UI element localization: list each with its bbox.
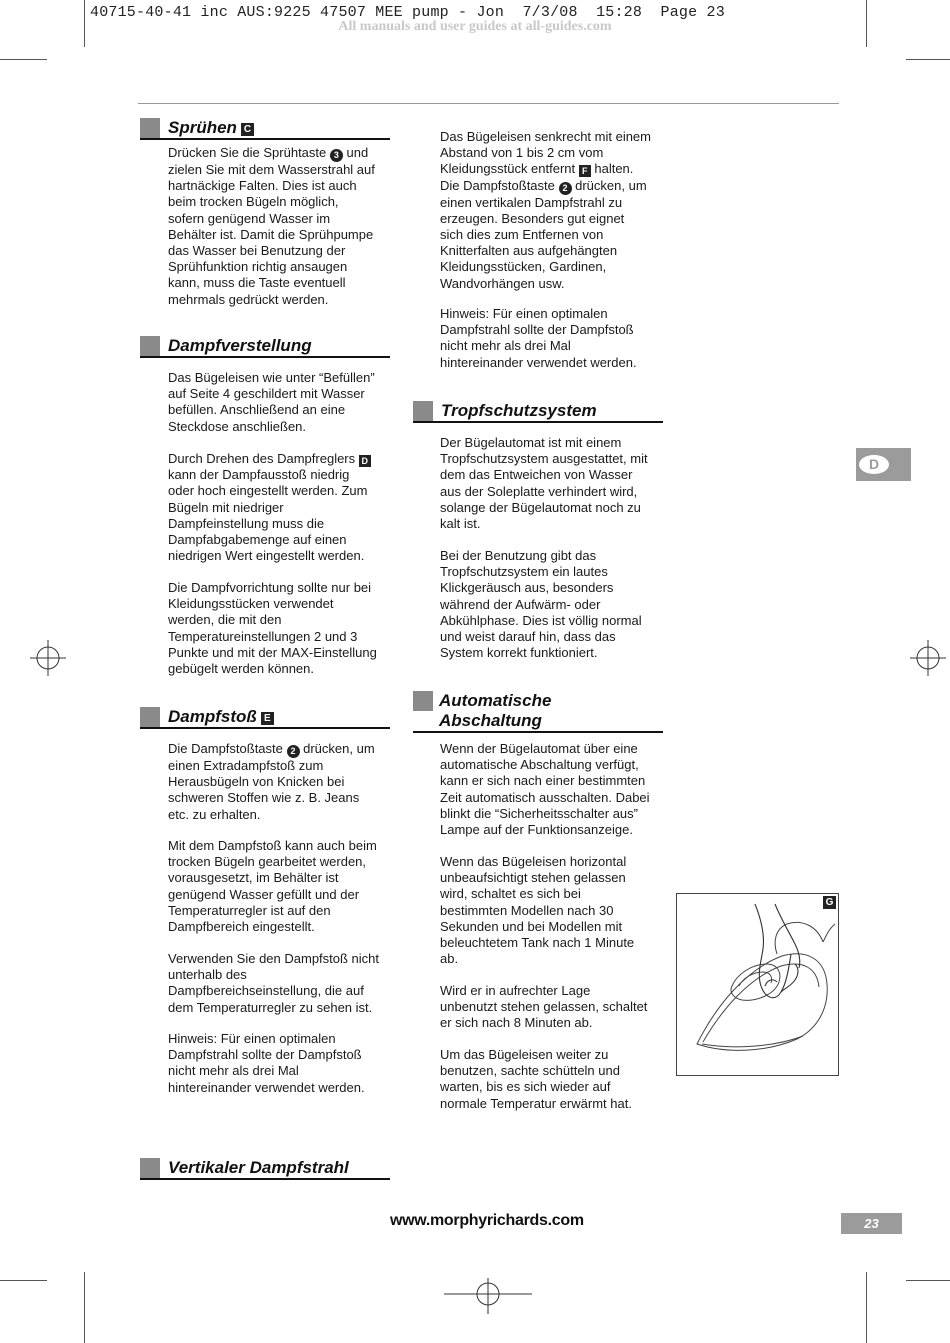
heading-rule — [413, 421, 663, 423]
paragraph: Verwenden Sie den Dampfstoß nicht unterhalb des Dampfbereichseinstellung, die auf dem Temperaturregler zu sehen ist. — [168, 951, 380, 1015]
heading-marker — [140, 707, 160, 727]
paragraph: Mit dem Dampfstoß kann auch beim trocken Bügeln gearbeitet werden, vorausgesetzt, im Behälter ist genügend Wasser gefüllt und der Temperaturregler ist auf den Dampfbereich eingestellt. — [168, 838, 377, 935]
figure-tag: E — [261, 712, 274, 725]
paragraph: Der Bügelautomat ist mit einem Tropfschutzsystem ausgestattet, mit dem das Entweichen von Wasser aus der Soleplatte verhindert wird, solange der Bügelautomat noch zu kalt ist. — [440, 435, 648, 532]
heading-rule — [140, 356, 390, 358]
heading-automatische-abschaltung — [413, 691, 663, 735]
heading-vertikaler-dampfstrahl — [140, 1158, 390, 1182]
heading-title: Dampfverstellung — [168, 336, 312, 355]
paragraph — [168, 145, 398, 308]
text: halten. Die Dampfstoßtaste — [440, 161, 634, 193]
print-slug: 40715-40-41 inc AUS:9225 47507 MEE pump - Jon 7/3/08 15:28 Page 23 — [90, 4, 725, 21]
heading-title: Automatische — [439, 691, 552, 710]
heading-marker — [140, 1158, 160, 1178]
text: Die Dampfstoßtaste — [168, 741, 287, 756]
heading-marker — [140, 336, 160, 356]
heading-marker — [413, 401, 433, 421]
paragraph: Um das Bügeleisen weiter zu benutzen, sachte schütteln und warten, bis es sich wieder auf normale Temperatur erwärmt hat. — [440, 1047, 632, 1111]
text: Das Bügeleisen senkrecht mit einem Abstand von 1 bis 2 cm vom Kleidungsstück entfernt — [440, 129, 651, 177]
figure-g — [676, 893, 839, 1076]
heading-dampfstoss — [140, 707, 390, 731]
heading-title: Abschaltung — [439, 711, 542, 730]
language-tab — [856, 448, 911, 481]
heading-marker — [413, 691, 433, 711]
crop-mark — [84, 0, 85, 47]
text: und zielen Sie mit dem Wasserstrahl auf hartnäckige Falten. Dies ist auch beim trocken Bügeln möglich, sofern genügend Wasser im Behälter ist. Damit die Sprühpumpe das Wasser bei Benutzung der Sprühfunktion richtig ansaugen kann, muss die Taste eventuell mehrmals gedrückt werden. — [168, 145, 375, 307]
top-rule — [138, 103, 839, 104]
button-number-badge: 2 — [559, 182, 572, 195]
heading-title: Tropfschutzsystem — [441, 401, 597, 420]
paragraph: Bei der Benutzung gibt das Tropfschutzsystem ein lautes Klickgeräusch aus, besonders während der Aufwärm- oder Abkühlphase. Dies ist völlig normal und weist darauf hin, dass das System korrekt funktioniert. — [440, 548, 642, 661]
button-number-badge: 2 — [287, 745, 300, 758]
watermark: All manuals and user guides at all-guides.com — [338, 19, 612, 34]
footer-url: www.morphyrichards.com — [390, 1212, 584, 1229]
paragraph — [168, 451, 398, 564]
figure-tag: F — [579, 165, 591, 177]
heading-rule — [413, 731, 663, 733]
text: drücken, um einen Extradampfstoß zum Herausbügeln von Knicken bei schweren Stoffen wie z. B. Jeans etc. zu erhalten. — [168, 741, 375, 822]
paragraph: Hinweis: Für einen optimalen Dampfstrahl sollte der Dampfstoß nicht mehr als drei Mal hintereinander verwendet werden. — [168, 1031, 365, 1095]
heading-rule — [140, 1178, 390, 1180]
heading-tropfschutzsystem — [413, 401, 663, 425]
registration-mark-bottom — [444, 1278, 532, 1314]
paragraph: Wenn das Bügeleisen horizontal unbeaufsichtigt stehen gelassen wird, schaltet es sich bei bestimmten Modellen nach 30 Sekunden und bei Modellen mit beleuchtetem Tank nach 1 Minute ab. — [440, 854, 635, 967]
figure-tag: C — [241, 123, 254, 136]
crop-mark — [866, 0, 867, 47]
paragraph — [168, 741, 398, 823]
paragraph: Wenn der Bügelautomat über eine automatische Abschaltung verfügt, kann er sich nach einer bestimmten Zeit automatisch ausschalten. Dabei blinkt die “Sicherheitsschalter aus” Lampe auf der Funktionsanzeige. — [440, 741, 650, 838]
paragraph: Wird er in aufrechter Lage unbenutzt stehen gelassen, schaltet er sich nach 8 Minuten ab. — [440, 983, 648, 1031]
heading-title: Dampfstoß — [168, 707, 257, 726]
button-number-badge: 3 — [330, 149, 343, 162]
heading-rule — [140, 727, 390, 729]
heading-dampfverstellung — [140, 336, 390, 360]
registration-mark-left — [30, 640, 66, 676]
text: Drücken Sie die Sprühtaste — [168, 145, 330, 160]
crop-mark — [906, 59, 950, 60]
crop-mark — [84, 1272, 85, 1343]
page-number: 23 — [841, 1213, 902, 1234]
crop-mark — [866, 1272, 867, 1343]
heading-title: Sprühen — [168, 118, 237, 137]
paragraph — [440, 129, 670, 292]
heading-rule — [140, 138, 390, 140]
iron-illustration-icon — [677, 894, 838, 1075]
heading-title: Vertikaler Dampfstrahl — [168, 1158, 349, 1177]
figure-tag: G — [823, 896, 836, 909]
language-label: D — [859, 455, 889, 474]
text: kann der Dampfausstoß niedrig oder hoch eingestellt werden. Zum Bügeln mit niedriger Dampfeinstellung muss die Dampfabgabemenge auf einen niedrigen Wert eingestellt werden. — [168, 467, 368, 564]
figure-tag: D — [359, 455, 371, 467]
registration-mark-right — [910, 640, 946, 676]
paragraph: Hinweis: Für einen optimalen Dampfstrahl sollte der Dampfstoß nicht mehr als drei Mal hintereinander verwendet werden. — [440, 306, 637, 370]
crop-mark — [0, 1280, 47, 1281]
heading-spruehen — [140, 118, 390, 142]
text: drücken, um einen vertikalen Dampfstrahl zu erzeugen. Besonders gut eignet sich dies zum Entfernen von Knitterfalten aus aufgehängten Kleidungsstücken, Gardinen, Wandvorhängen usw. — [440, 177, 647, 291]
crop-mark — [906, 1280, 950, 1281]
heading-marker — [140, 118, 160, 138]
paragraph: Das Bügeleisen wie unter “Befüllen” auf Seite 4 geschildert mit Wasser befüllen. Anschließend an eine Steckdose anschließen. — [168, 370, 375, 434]
paragraph: Die Dampfvorrichtung sollte nur bei Kleidungsstücken verwendet werden, die mit den Temperatureinstellungen 2 und 3 Punkte und mit der MAX-Einstellung gebügelt werden können. — [168, 580, 377, 677]
text: Durch Drehen des Dampfreglers — [168, 451, 359, 466]
crop-mark — [0, 59, 47, 60]
